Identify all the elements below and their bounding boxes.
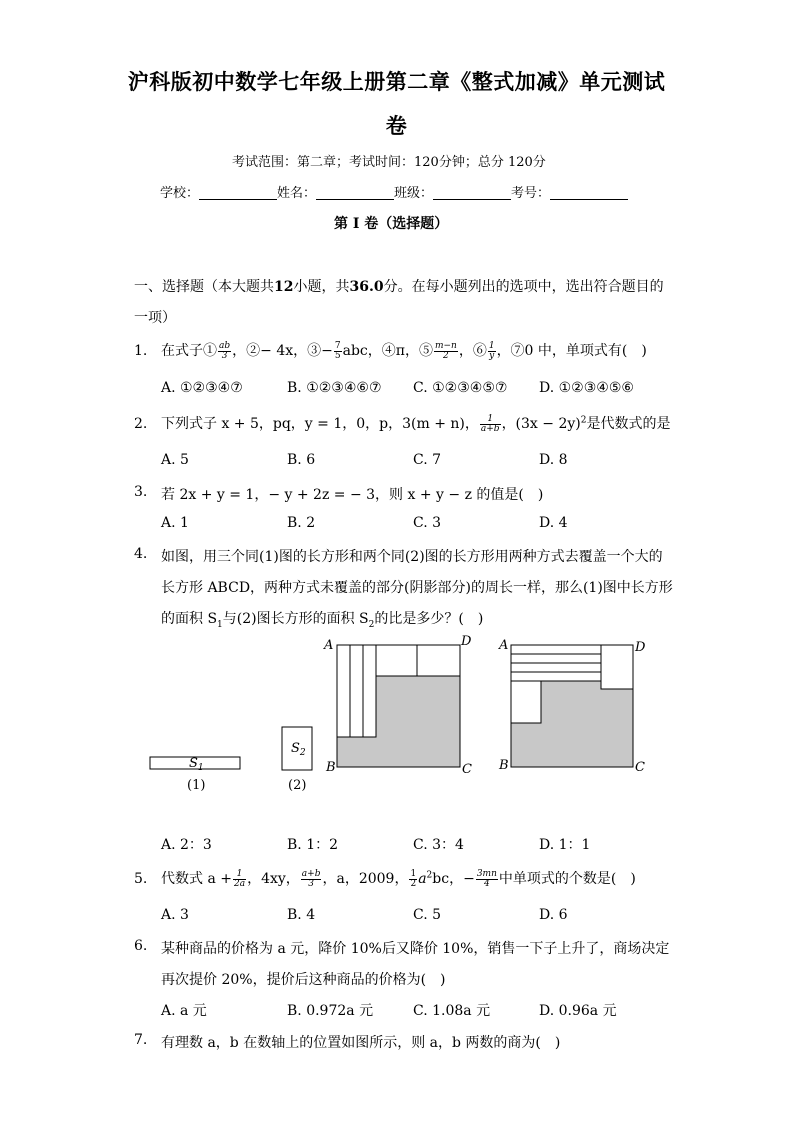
method2-label-b: B (499, 758, 509, 773)
q6-stem-line2: 再次提价 20%，提价后这种商品的价格为( ) (161, 972, 446, 988)
q7-number: 7. (134, 1032, 148, 1048)
method2-label-a: A (499, 638, 509, 653)
q3-number: 3. (134, 484, 148, 500)
q1-fraction: $\frac{ab}{3}$ (219, 340, 231, 361)
q1-text: 在式子① (161, 343, 217, 359)
q2-text: 是代数式的是 (586, 416, 671, 432)
q1-fraction: $\frac{1}{y}$ (488, 340, 495, 361)
school-label: 学校： (160, 186, 200, 201)
q5-text: 代数式 a + (161, 871, 232, 887)
q2-option-d[interactable]: D. 8 (539, 452, 568, 468)
method1-label-d: D (461, 634, 472, 649)
q4-text: 与(2)图长方形的面积 S (222, 611, 369, 627)
q4-option-a[interactable]: A. 2：3 (161, 837, 212, 853)
section-heading-part: 一、选择题（本大题共 (134, 279, 274, 295)
q1-number: 1. (134, 343, 148, 359)
q5-text: bc，− (432, 871, 475, 887)
q2-option-b[interactable]: B. 6 (287, 452, 316, 468)
exam-info: 考试范围：第二章；考试时间：120分钟；总分 120分 (232, 155, 546, 170)
q2-option-c[interactable]: C. 7 (413, 452, 442, 468)
section-heading-part: 小题，共 (293, 279, 350, 295)
q1-option-d[interactable]: D. ①②③④⑤⑥ (539, 380, 634, 396)
q3-option-d[interactable]: D. 4 (539, 515, 568, 531)
q5-fraction: $\frac{3mn}{4}$ (476, 868, 497, 889)
exam-title-line2: 卷 (385, 114, 408, 138)
q5-option-a[interactable]: A. 3 (161, 907, 189, 923)
q1-option-b[interactable]: B. ①②③④⑥⑦ (287, 380, 382, 396)
q5-stem (161, 868, 636, 889)
exam-title-line1: 沪科版初中数学七年级上册第二章《整式加减》单元测试 (127, 70, 666, 94)
method2-label-c: C (635, 760, 645, 775)
q3-option-b[interactable]: B. 2 (287, 515, 316, 531)
q3-option-c[interactable]: C. 3 (413, 515, 442, 531)
method1-label-c: C (462, 762, 472, 777)
section-heading-part: 分。在每小题列出的选项中，选出符合题目的 (383, 279, 664, 295)
q4-text: 的比是多少？( ) (374, 611, 484, 627)
fig2-s-label: $S_2$ (291, 741, 306, 758)
q4-stem-line1: 如图，用三个同(1)图的长方形和两个同(2)图的长方形用两种方式去覆盖一个大的 (161, 549, 663, 565)
q4-option-b[interactable]: B. 1：2 (287, 837, 339, 853)
q5-number: 5. (134, 871, 148, 887)
q1-text: ，⑦0 中，单项式有( ) (496, 343, 647, 359)
q4-subscript: 1 (217, 619, 223, 630)
name-label: 姓名： (277, 186, 317, 201)
q6-option-c[interactable]: C. 1.08a 元 (413, 1003, 491, 1019)
q1-fraction: $\frac{m-n}{2}$ (434, 340, 457, 361)
q5-option-c[interactable]: C. 5 (413, 907, 442, 923)
q6-option-b[interactable]: B. 0.972a 元 (287, 1003, 374, 1019)
method1-label-a: A (324, 638, 334, 653)
q4-option-d[interactable]: D. 1：1 (539, 837, 591, 853)
section-heading-line2: 一项） (134, 310, 176, 326)
q5-text: 中单项式的个数是( ) (498, 871, 636, 887)
q2-text: 下列式子 x + 5，pq，y = 1，0，p，3(m + n)， (161, 416, 479, 432)
total-score: 36.0 (349, 279, 384, 295)
q2-fraction: $\frac{1}{a+b}$ (480, 413, 500, 434)
q5-fraction: $\frac{1}{2}$ (410, 868, 417, 889)
fig2-caption: (2) (288, 778, 307, 793)
q6-option-a[interactable]: A. a 元 (161, 1003, 207, 1019)
q1-option-a[interactable]: A. ①②③④⑦ (161, 380, 243, 396)
q4-number: 4. (134, 546, 148, 562)
q4-subscript: 2 (368, 619, 375, 630)
q2-exponent: 2 (580, 415, 587, 426)
q1-fraction: $\frac{7}{5}$ (334, 340, 341, 361)
q7-stem: 有理数 a，b 在数轴上的位置如图所示，则 a，b 两数的商为( ) (161, 1035, 561, 1051)
q3-stem: 若 2x + y = 1，− y + 2z = − 3，则 x + y − z 的值是( ) (161, 487, 544, 503)
q1-option-c[interactable]: C. ①②③④⑤⑦ (413, 380, 508, 396)
q5-fraction: $\frac{a+b}{3}$ (301, 868, 321, 889)
q6-number: 6. (134, 938, 148, 954)
q6-stem-line1: 某种商品的价格为 a 元，降价 10%后又降价 10%，销售一下子上升了，商场决定 (161, 941, 670, 957)
q2-text: ，(3x − 2y) (501, 416, 581, 432)
q5-exponent: 2 (426, 870, 433, 881)
q5-text: ，a，2009， (322, 871, 409, 887)
number-label: 考号： (511, 186, 551, 201)
method1-label-b: B (326, 760, 336, 775)
q1-text: ，⑥ (458, 343, 487, 359)
volume-heading: 第 I 卷（选择题） (334, 216, 449, 232)
q5-text: ，4xy， (247, 871, 300, 887)
q5-fraction: $\frac{1}{2a}$ (233, 868, 246, 889)
q6-option-d[interactable]: D. 0.96a 元 (539, 1003, 617, 1019)
class-label: 班级： (394, 186, 434, 201)
q2-number: 2. (134, 416, 148, 432)
q5-option-d[interactable]: D. 6 (539, 907, 568, 923)
q4-text: 的面积 S (161, 611, 218, 627)
q5-option-b[interactable]: B. 4 (287, 907, 316, 923)
q4-option-c[interactable]: C. 3：4 (413, 837, 464, 853)
q3-option-a[interactable]: A. 1 (161, 515, 189, 531)
fig1-caption: (1) (187, 778, 206, 793)
q2-option-a[interactable]: A. 5 (161, 452, 189, 468)
q1-text: abc，④π，⑤ (342, 343, 433, 359)
method2-label-d: D (635, 640, 646, 655)
fig1-s-label: $S_1$ (189, 756, 204, 773)
question-count: 12 (274, 279, 294, 295)
q5-text: a (418, 871, 427, 887)
q1-text: ，②− 4x，③− (232, 343, 333, 359)
q4-stem-line2: 长方形 ABCD，两种方式未覆盖的部分(阴影部分)的周长一样，那么(1)图中长方形 (161, 580, 673, 596)
